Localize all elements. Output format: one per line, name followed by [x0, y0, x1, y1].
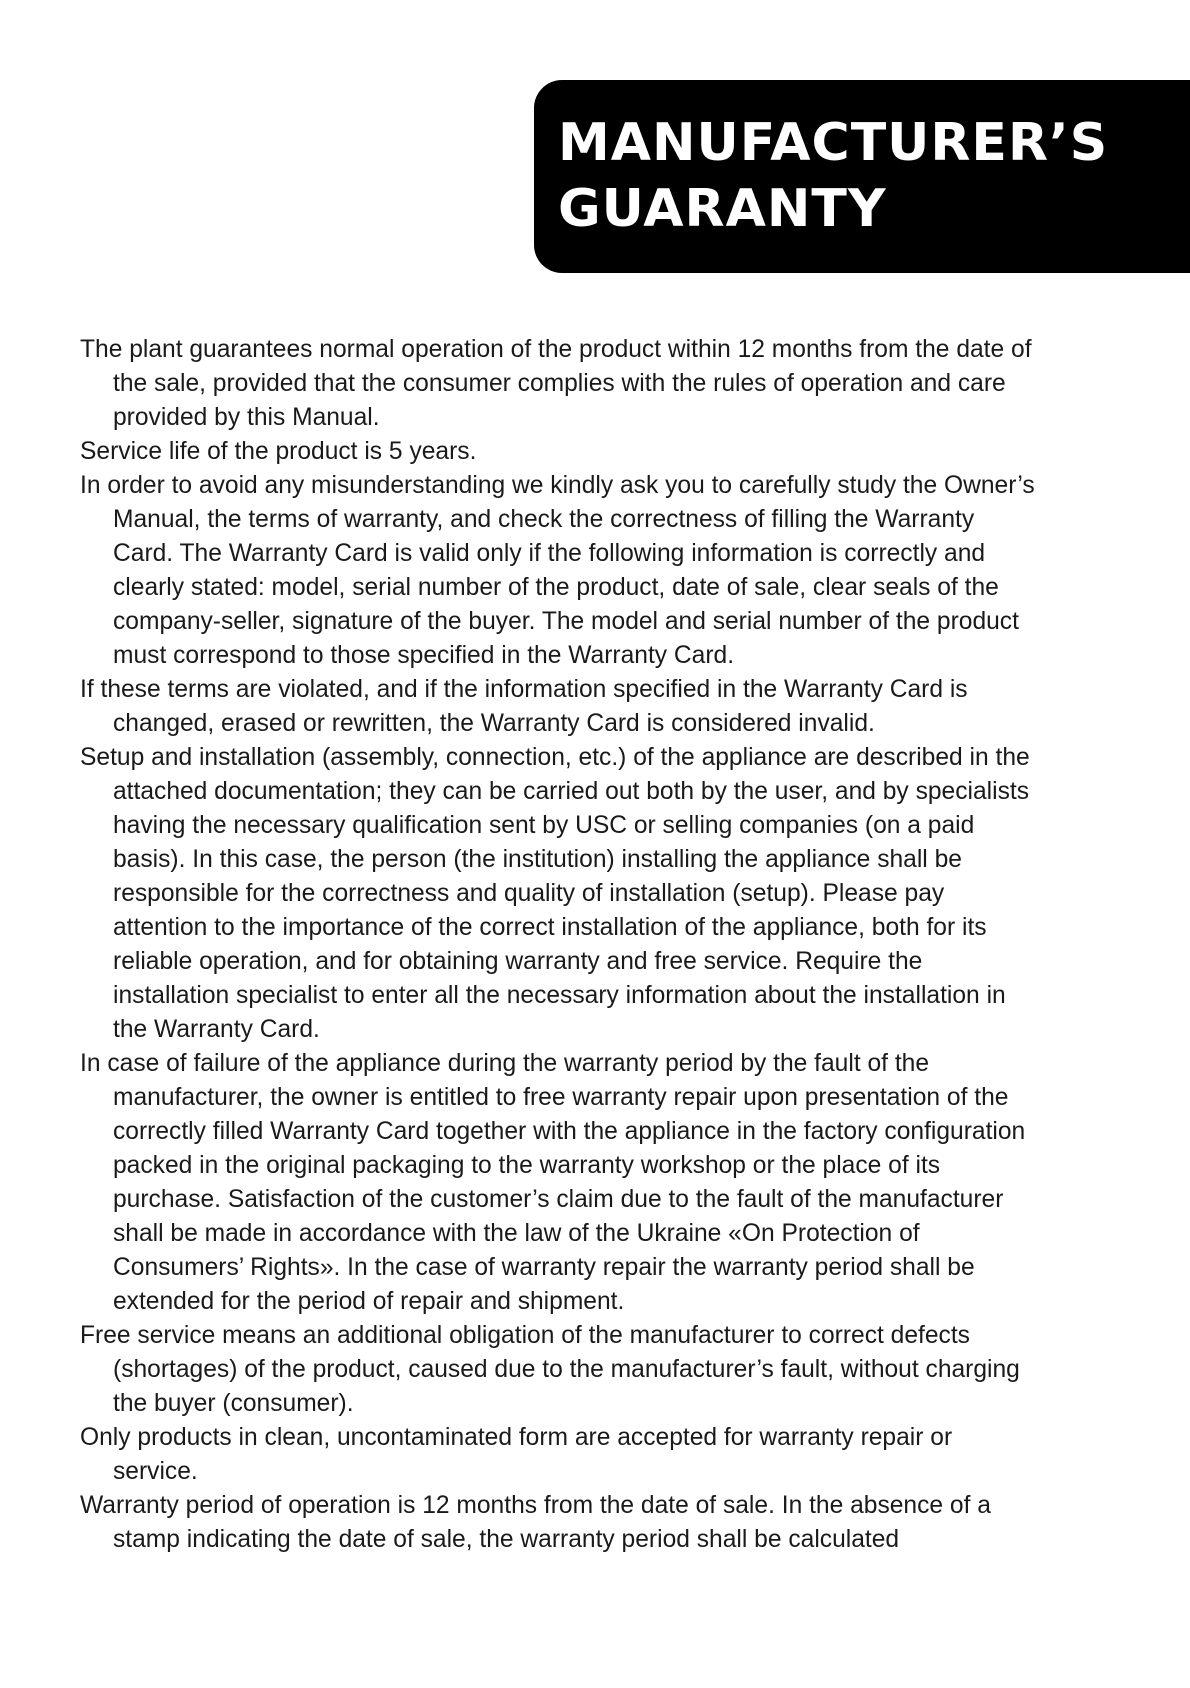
- paragraph-guarantee: The plant guarantees normal operation of the product within 12 months from the date of the sale, provided that the consumer complies with the rules of operation and care provided by this Manual.: [80, 336, 1032, 431]
- title-banner: [534, 80, 1190, 273]
- paragraph-violation: If these terms are violated, and if the information specified in the Warranty Card is changed, erased or rewritten, the Warranty Card is considered invalid.: [80, 676, 968, 737]
- paragraph-installation: Setup and installation (assembly, connection, etc.) of the appliance are described in the attached documentation; they can be carried out both by the user, and by specialists having the necessary qualification sent by USC or selling companies (on a paid basis). In this case, the person (the institution) installing the appliance shall be responsible for the correctness and quality of installation (setup). Please pay attention to the importance of the correct installation of the appliance, both for its reliable operation, and for obtaining warranty and free service. Require the installation specialist to enter all the necessary information about the installation in the Warranty Card.: [80, 744, 1030, 1043]
- page-title-line-1: MANUFACTURER’S: [558, 113, 1109, 173]
- paragraph-warranty-period: Warranty period of operation is 12 months from the date of sale. In the absence of a stamp indicating the date of sale, the warranty period shall be calculated: [80, 1492, 991, 1553]
- paragraph-clean-products: Only products in clean, uncontaminated form are accepted for warranty repair or service.: [80, 1424, 953, 1485]
- paragraph-service-life: Service life of the product is 5 years.: [80, 438, 477, 465]
- paragraph-failure: In case of failure of the appliance during the warranty period by the fault of the manufacturer, the owner is entitled to free warranty repair upon presentation of the correctly filled Warranty Card together with the appliance in the factory configuration packed in the original packaging to the warranty workshop or the place of its purchase. Satisfaction of the customer’s claim due to the fault of the manufacturer shall be made in accordance with the law of the Ukraine «On Protection of Consumers’ Rights». In the case of warranty repair the warranty period shall be extended for the period of repair and shipment.: [80, 1050, 1026, 1315]
- paragraph-free-service: Free service means an additional obligation of the manufacturer to correct defects (shortages) of the product, caused due to the manufacturer’s fault, without charging the buyer (consumer).: [80, 1322, 1020, 1417]
- paragraph-warranty-card: In order to avoid any misunderstanding we kindly ask you to carefully study the Owner’s Manual, the terms of warranty, and check the correctness of filling the Warranty Card. The Warranty Card is valid only if the following information is correctly and clearly stated: model, serial number of the product, date of sale, clear seals of the company-seller, signature of the buyer. The model and serial number of the product must correspond to those specified in the Warranty Card.: [80, 472, 1035, 669]
- warranty-body: [80, 333, 1040, 1557]
- page-title-line-2: GUARANTY: [558, 179, 887, 239]
